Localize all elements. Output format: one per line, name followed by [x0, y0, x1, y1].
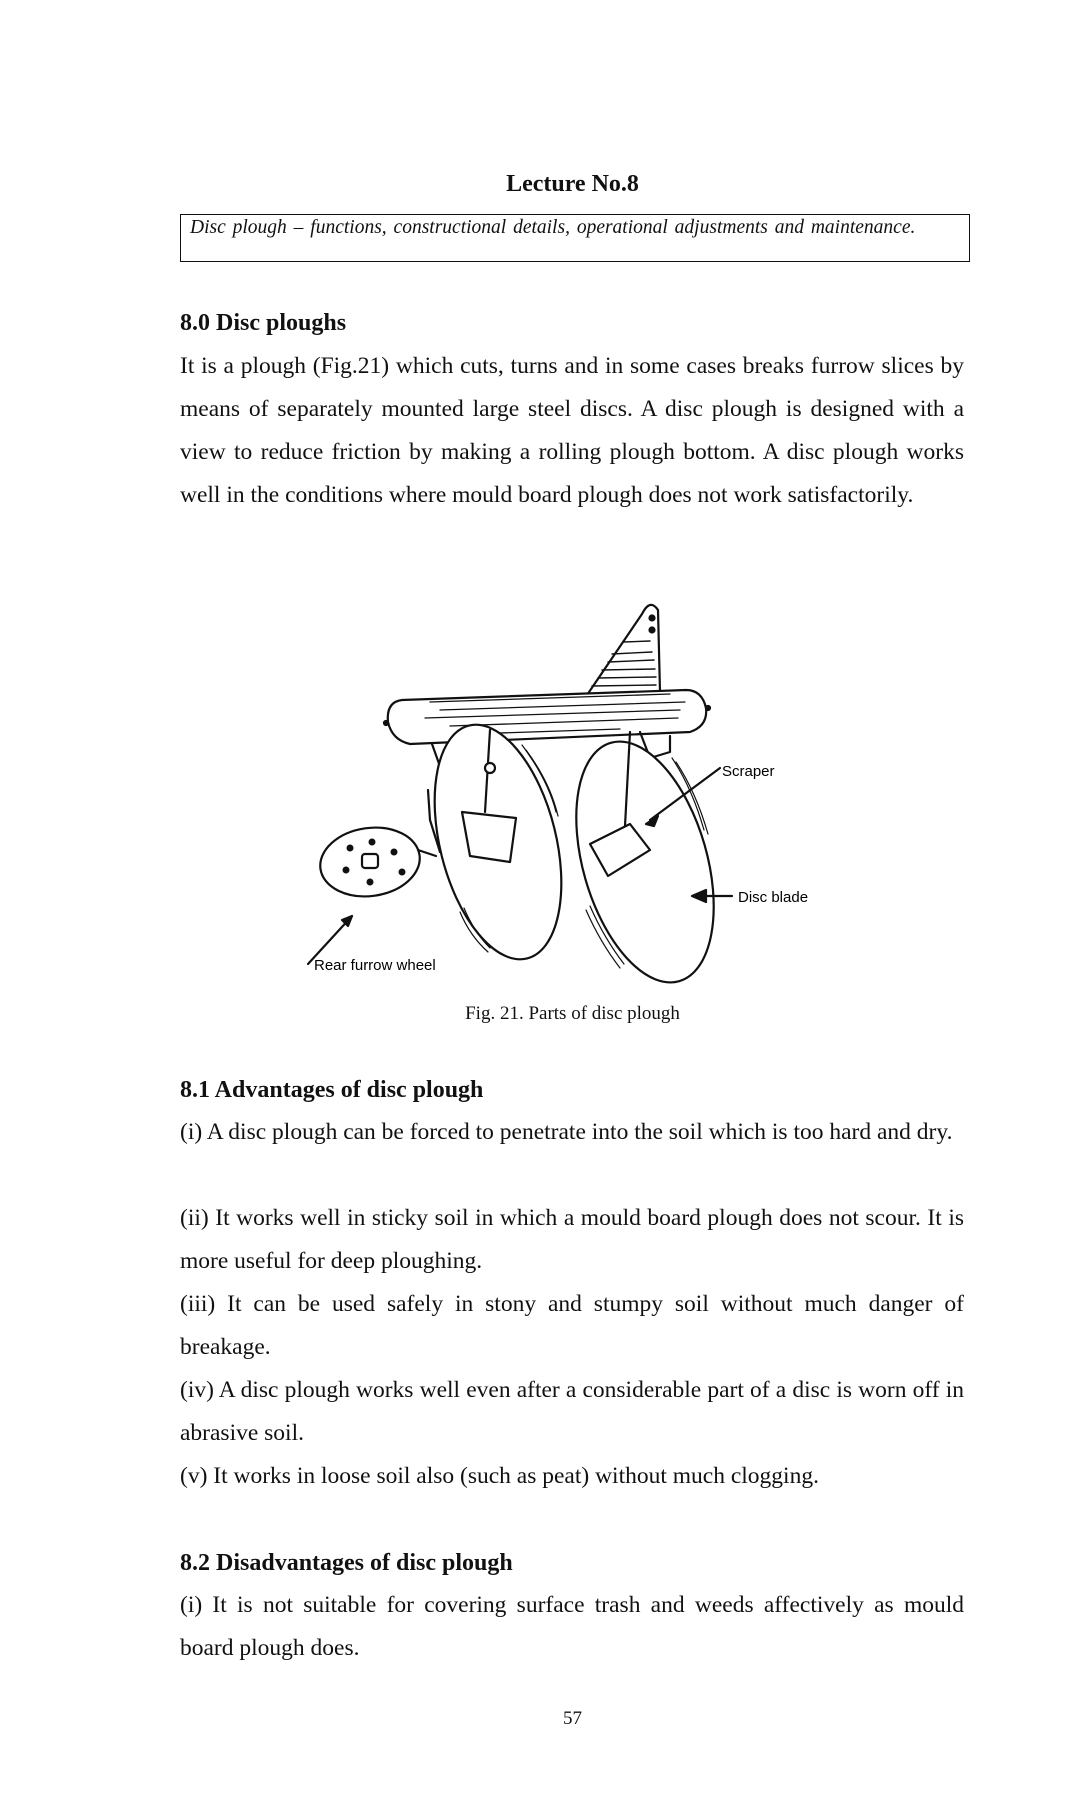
section-heading-8-1: 8.1 Advantages of disc plough — [180, 1077, 484, 1103]
advantage-item-2: (ii) It works well in sticky soil in which a mould board plough does not scour. It is more useful for deep ploughing. — [180, 1205, 964, 1274]
label-disc-blade: Disc blade — [738, 889, 809, 906]
section-heading-8-2: 8.2 Disadvantages of disc plough — [180, 1550, 513, 1576]
label-rear-furrow-wheel: Rear furrow wheel — [314, 957, 436, 974]
figure-caption: Fig. 21. Parts of disc plough — [465, 1003, 680, 1024]
section-heading-8-0: 8.0 Disc ploughs — [180, 310, 347, 336]
label-scraper: Scraper — [722, 763, 775, 780]
lecture-title: Lecture No.8 — [506, 171, 639, 197]
subject-text: Disc plough – functions, constructional details, operational adjustments and maintenance. — [190, 217, 916, 238]
disadvantage-item-1: (i) It is not suitable for covering surface trash and weeds affectively as mould board plough does. — [180, 1592, 964, 1661]
page-number: 57 — [563, 1708, 582, 1729]
subject-box — [180, 214, 970, 262]
advantage-item-5: (v) It works in loose soil also (such as peat) without much clogging. — [180, 1463, 819, 1489]
disc-plough-figure — [290, 580, 850, 1000]
advantage-item-3: (iii) It can be used safely in stony and stumpy soil without much danger of breakage. — [180, 1291, 964, 1360]
advantage-item-1: (i) A disc plough can be forced to penetrate into the soil which is too hard and dry. — [180, 1119, 953, 1145]
section-8-0-paragraph: It is a plough (Fig.21) which cuts, turns and in some cases breaks furrow slices by means of separately mounted large steel discs. A disc plough is designed with a view to reduce friction by making a rolling plough bottom. A disc plough works well in the conditions where mould board plough does not work satisfactorily. — [180, 353, 964, 508]
advantage-item-4: (iv) A disc plough works well even after a considerable part of a disc is worn off in abrasive soil. — [180, 1377, 964, 1446]
disc-plough-illustration — [290, 580, 850, 1000]
